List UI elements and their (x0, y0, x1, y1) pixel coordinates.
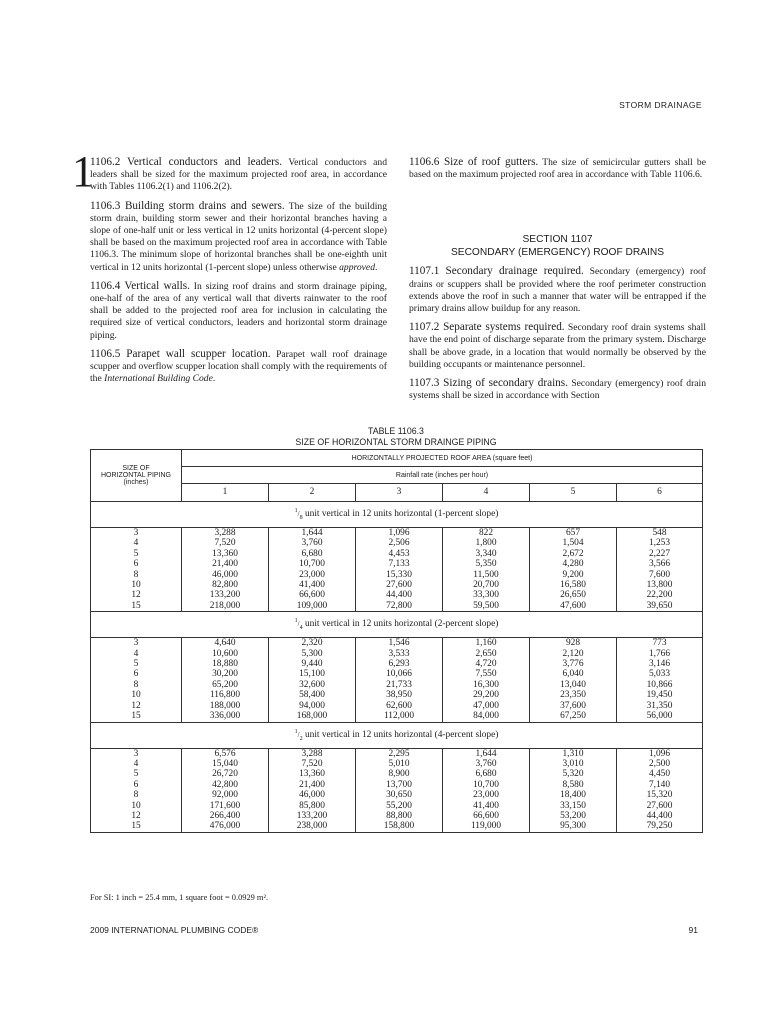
roof-area-cell: 7,600 (617, 570, 703, 580)
roof-area-cell: 10,866 (617, 680, 703, 690)
roof-area-cell: 1,644 (443, 748, 530, 759)
roof-area-cell: 133,200 (269, 811, 356, 821)
slope-group-header (91, 502, 703, 528)
slope-numerator: 1 (294, 618, 298, 625)
pipe-size-cell: 6 (91, 780, 182, 790)
slope-denominator: 8 (299, 515, 303, 521)
roof-area-cell: 56,000 (617, 711, 703, 722)
roof-area-cell: 1,310 (530, 748, 617, 759)
table-row (91, 701, 703, 711)
roof-area-cell: 55,200 (356, 801, 443, 811)
pipe-size-cell: 8 (91, 680, 182, 690)
roof-area-cell: 21,733 (356, 680, 443, 690)
section-1106-3: 1106.3 Building storm drains and sewers. The size of the building storm drain, building storm sewer and their horizontal branches having a slope of one-half unit or less vertical in 12 units horizontal (4-percent slope) shall be based on the maximum projected roof area in accordance with Table 1106.3. The minimum slope of horizontal branches shall be one-eighth unit vertical in 12 units horizontal (1-percent slope) unless otherwise approved. (90, 199, 387, 273)
roof-area-cell: 66,600 (443, 811, 530, 821)
table-row (91, 811, 703, 821)
slope-text: unit vertical in 12 units horizontal (4-percent slope) (302, 729, 499, 740)
roof-area-cell: 13,360 (182, 549, 269, 559)
roof-area-cell: 6,576 (182, 748, 269, 759)
pipe-size-cell: 10 (91, 801, 182, 811)
roof-area-cell: 5,010 (356, 759, 443, 769)
roof-area-cell: 2,120 (530, 649, 617, 659)
roof-area-cell: 16,580 (530, 580, 617, 590)
roof-area-cell: 119,000 (443, 821, 530, 832)
slope-label (91, 612, 703, 638)
section-1106-4: 1106.4 Vertical walls. In sizing roof drains and storm drainage piping, one-half of the area of any vertical wall that diverts rainwater to the roof shall be added to the projected roof area for inclusion in calculating the required size of vertical conductors, leaders and horizontal storm drainage piping. (90, 279, 387, 341)
table-row (91, 769, 703, 779)
roof-area-cell: 9,440 (269, 659, 356, 669)
roof-area-cell: 1,160 (443, 638, 530, 649)
roof-area-cell: 133,200 (182, 590, 269, 600)
section-title: SECONDARY (EMERGENCY) ROOF DRAINS (450, 247, 665, 259)
slope-numerator: 1 (294, 728, 298, 735)
slope-fraction (295, 730, 303, 740)
revision-margin-mark: 1 (72, 147, 94, 196)
roof-area-cell: 6,680 (269, 549, 356, 559)
roof-area-cell: 9,200 (530, 570, 617, 580)
roof-area-cell: 10,700 (269, 559, 356, 569)
pipe-size-cell: 3 (91, 528, 182, 539)
roof-area-cell: 3,288 (182, 528, 269, 539)
roof-area-cell: 4,280 (530, 559, 617, 569)
slope-fraction-bar: / (297, 620, 300, 629)
table-row (91, 759, 703, 769)
pipe-size-cell: 15 (91, 601, 182, 612)
roof-area-cell: 23,000 (269, 570, 356, 580)
roof-area-cell: 2,500 (617, 759, 703, 769)
pipe-size-cell: 6 (91, 559, 182, 569)
roof-area-cell: 238,000 (269, 821, 356, 832)
roof-area-cell: 38,950 (356, 690, 443, 700)
pipe-size-cell: 15 (91, 711, 182, 722)
roof-area-cell: 27,600 (356, 580, 443, 590)
rainfall-rate-header-cell: 4 (443, 484, 530, 502)
table-row (91, 590, 703, 600)
table-row (91, 638, 703, 649)
table-row (91, 801, 703, 811)
table-row (91, 680, 703, 690)
roof-area-cell: 26,650 (530, 590, 617, 600)
roof-area-cell: 21,400 (269, 780, 356, 790)
roof-area-cell: 32,600 (269, 680, 356, 690)
right-text-column (409, 156, 706, 408)
roof-area-cell: 85,800 (269, 801, 356, 811)
pipe-size-cell: 4 (91, 649, 182, 659)
table-number: TABLE 1106.3 (368, 426, 424, 436)
roof-area-cell: 10,066 (356, 669, 443, 679)
roof-area-cell: 266,400 (182, 811, 269, 821)
roof-area-cell: 10,700 (443, 780, 530, 790)
roof-area-cell: 30,650 (356, 790, 443, 800)
roof-area-cell: 11,500 (443, 570, 530, 580)
slope-denominator: 2 (299, 735, 303, 742)
roof-area-cell: 44,400 (356, 590, 443, 600)
table-title: SIZE OF HORIZONTAL STORM DRAINGE PIPING (295, 437, 497, 447)
pipe-size-cell: 4 (91, 538, 182, 548)
roof-area-cell: 1,800 (443, 538, 530, 548)
roof-area-cell: 116,800 (182, 690, 269, 700)
roof-area-cell: 92,000 (182, 790, 269, 800)
pipe-size-cell: 4 (91, 759, 182, 769)
roof-area-cell: 4,450 (617, 769, 703, 779)
roof-area-cell: 822 (443, 528, 530, 539)
slope-group-header (91, 612, 703, 638)
rainfall-rate-header-cell: 1 (182, 484, 269, 502)
roof-area-cell: 21,400 (182, 559, 269, 569)
pipe-size-cell: 5 (91, 659, 182, 669)
table-row (91, 659, 703, 669)
slope-label (91, 502, 703, 528)
roof-area-cell: 336,000 (182, 711, 269, 722)
section-1107-3: 1107.3 Sizing of secondary drains. Secondary (emergency) roof drain systems shall be sized in accordance with Section (409, 377, 706, 402)
pipe-size-cell: 15 (91, 821, 182, 832)
table-row (91, 559, 703, 569)
roof-area-cell: 42,800 (182, 780, 269, 790)
roof-area-cell: 6,293 (356, 659, 443, 669)
roof-area-header: HORIZONTALLY PROJECTED ROOF AREA (square feet) (182, 450, 703, 467)
pipe-size-cell: 12 (91, 590, 182, 600)
roof-area-cell: 72,800 (356, 601, 443, 612)
table-row (91, 549, 703, 559)
roof-area-cell: 6,680 (443, 769, 530, 779)
storm-drain-sizing-table (90, 449, 703, 833)
pipe-size-cell: 3 (91, 748, 182, 759)
pipe-size-cell: 12 (91, 811, 182, 821)
pipe-size-cell: 3 (91, 638, 182, 649)
roof-area-cell: 1,644 (269, 528, 356, 539)
page-number: 91 (688, 925, 698, 935)
section-1107-1: 1107.1 Secondary drainage required. Secondary (emergency) roof drains or scuppers shall be provided where the roof perimeter construction extends above the roof in such a manner that water will be entrapped if the primary drains allow buildup for any reason. (409, 265, 707, 315)
roof-area-cell: 1,253 (617, 538, 703, 548)
section-number: SECTION 1107 (522, 234, 593, 246)
section-1106-6: 1106.6 Size of roof gutters. The size of semicircular gutters shall be based on the maximum projected roof area in accordance with Table 1106.6. (409, 156, 706, 181)
table-row (91, 538, 703, 548)
roof-area-cell: 7,520 (269, 759, 356, 769)
rainfall-rate-header-cell: 5 (530, 484, 617, 502)
roof-area-cell: 168,000 (269, 711, 356, 722)
roof-area-cell: 1,504 (530, 538, 617, 548)
roof-area-cell: 33,300 (443, 590, 530, 600)
roof-area-cell: 41,400 (269, 580, 356, 590)
roof-area-cell: 27,600 (617, 801, 703, 811)
roof-area-cell: 2,227 (617, 549, 703, 559)
rainfall-rate-header-cell: 2 (269, 484, 356, 502)
table-row (91, 780, 703, 790)
roof-area-cell: 16,300 (443, 680, 530, 690)
roof-area-cell: 7,520 (182, 538, 269, 548)
roof-area-cell: 8,900 (356, 769, 443, 779)
roof-area-cell: 109,000 (269, 601, 356, 612)
pipe-size-cell: 8 (91, 570, 182, 580)
roof-area-cell: 41,400 (443, 801, 530, 811)
roof-area-cell: 66,600 (269, 590, 356, 600)
roof-area-cell: 657 (530, 528, 617, 539)
roof-area-cell: 3,566 (617, 559, 703, 569)
roof-area-cell: 58,400 (269, 690, 356, 700)
roof-area-cell: 2,295 (356, 748, 443, 759)
roof-area-cell: 3,776 (530, 659, 617, 669)
roof-area-cell: 19,450 (617, 690, 703, 700)
roof-area-cell: 2,650 (443, 649, 530, 659)
roof-area-cell: 1,766 (617, 649, 703, 659)
roof-area-cell: 2,320 (269, 638, 356, 649)
table-row (91, 790, 703, 800)
section-1106-2: 1106.2 Vertical conductors and leaders. Vertical conductors and leaders shall be sized for the maximum projected roof area, in accordance with Tables 1106.2(1) and 1106.2(2). (90, 156, 387, 193)
roof-area-cell: 3,533 (356, 649, 443, 659)
table-caption (90, 426, 702, 448)
roof-area-cell: 4,640 (182, 638, 269, 649)
roof-area-cell: 18,880 (182, 659, 269, 669)
roof-area-cell: 218,000 (182, 601, 269, 612)
roof-area-cell: 3,146 (617, 659, 703, 669)
roof-area-cell: 3,760 (443, 759, 530, 769)
roof-area-cell: 22,200 (617, 590, 703, 600)
slope-group-header (91, 722, 703, 748)
roof-area-cell: 44,400 (617, 811, 703, 821)
roof-area-cell: 95,300 (530, 821, 617, 832)
roof-area-cell: 6,040 (530, 669, 617, 679)
table-row (91, 649, 703, 659)
roof-area-cell: 84,000 (443, 711, 530, 722)
roof-area-cell: 1,546 (356, 638, 443, 649)
roof-area-cell: 94,000 (269, 701, 356, 711)
roof-area-cell: 4,720 (443, 659, 530, 669)
slope-denominator: 4 (299, 625, 303, 632)
roof-area-cell: 62,600 (356, 701, 443, 711)
roof-area-cell: 5,300 (269, 649, 356, 659)
roof-area-cell: 39,650 (617, 601, 703, 612)
roof-area-cell: 47,000 (443, 701, 530, 711)
roof-area-cell: 13,040 (530, 680, 617, 690)
slope-fraction (295, 509, 303, 519)
roof-area-cell: 3,288 (269, 748, 356, 759)
slope-fraction-bar: / (297, 510, 300, 519)
roof-area-cell: 33,150 (530, 801, 617, 811)
roof-area-cell: 5,320 (530, 769, 617, 779)
roof-area-cell: 7,550 (443, 669, 530, 679)
section-1107-heading (409, 233, 706, 259)
roof-area-cell: 928 (530, 638, 617, 649)
roof-area-cell: 8,580 (530, 780, 617, 790)
left-text-column (90, 156, 387, 391)
table-row (91, 528, 703, 539)
roof-area-cell: 23,000 (443, 790, 530, 800)
table-row (91, 580, 703, 590)
roof-area-cell: 10,600 (182, 649, 269, 659)
roof-area-cell: 26,720 (182, 769, 269, 779)
running-head: STORM DRAINAGE (619, 100, 702, 110)
roof-area-cell: 46,000 (269, 790, 356, 800)
roof-area-cell: 46,000 (182, 570, 269, 580)
roof-area-cell: 53,200 (530, 811, 617, 821)
roof-area-cell: 30,200 (182, 669, 269, 679)
roof-area-cell: 3,760 (269, 538, 356, 548)
roof-area-cell: 15,100 (269, 669, 356, 679)
roof-area-cell: 3,340 (443, 549, 530, 559)
roof-area-cell: 15,330 (356, 570, 443, 580)
table-row (91, 711, 703, 722)
roof-area-cell: 29,200 (443, 690, 530, 700)
roof-area-cell: 18,400 (530, 790, 617, 800)
roof-area-cell: 2,506 (356, 538, 443, 548)
roof-area-cell: 2,672 (530, 549, 617, 559)
roof-area-cell: 23,350 (530, 690, 617, 700)
pipe-size-cell: 5 (91, 769, 182, 779)
roof-area-cell: 13,800 (617, 580, 703, 590)
roof-area-cell: 7,140 (617, 780, 703, 790)
roof-area-cell: 47,600 (530, 601, 617, 612)
pipe-size-cell: 10 (91, 580, 182, 590)
table-row (91, 669, 703, 679)
si-conversion-note: For SI: 1 inch = 25.4 mm, 1 square foot = 0.0929 m². (90, 893, 269, 902)
roof-area-cell: 15,040 (182, 759, 269, 769)
section-1107-2: 1107.2 Separate systems required. Secondary roof drain systems shall have the end point of discharge separate from the primary system. Discharge shall be above grade, in a location that would normally be observed by the building occupants or maintenance personnel. (409, 321, 706, 370)
roof-area-cell: 3,010 (530, 759, 617, 769)
roof-area-cell: 158,800 (356, 821, 443, 832)
roof-area-cell: 37,600 (530, 701, 617, 711)
rainfall-rate-header-cell: 3 (356, 484, 443, 502)
roof-area-cell: 4,453 (356, 549, 443, 559)
roof-area-cell: 79,250 (617, 821, 703, 832)
pipe-size-cell: 8 (91, 790, 182, 800)
roof-area-cell: 5,350 (443, 559, 530, 569)
roof-area-cell: 13,360 (269, 769, 356, 779)
roof-area-cell: 13,700 (356, 780, 443, 790)
roof-area-cell: 31,350 (617, 701, 703, 711)
roof-area-cell: 15,320 (617, 790, 703, 800)
slope-fraction (294, 618, 303, 632)
slope-label (91, 722, 703, 748)
slope-text: unit vertical in 12 units horizontal (1-percent slope) (302, 509, 499, 520)
roof-area-cell: 1,096 (617, 748, 703, 759)
roof-area-cell: 112,000 (356, 711, 443, 722)
section-1106-5: 1106.5 Parapet wall scupper location. Parapet wall roof drainage scupper and overflow scupper location shall comply with the requirements of the International Building Code. (90, 347, 387, 385)
roof-area-cell: 7,133 (356, 559, 443, 569)
pipe-size-cell: 12 (91, 701, 182, 711)
footer-code-title: 2009 INTERNATIONAL PLUMBING CODE® (90, 925, 259, 935)
table-row (91, 601, 703, 612)
size-column-header: SIZE OF HORIZONTAL PIPING (inches) (91, 450, 182, 502)
roof-area-cell: 188,000 (182, 701, 269, 711)
roof-area-cell: 88,800 (356, 811, 443, 821)
roof-area-cell: 548 (617, 528, 703, 539)
pipe-size-cell: 6 (91, 669, 182, 679)
pipe-size-cell: 10 (91, 690, 182, 700)
slope-text: unit vertical in 12 units horizontal (2-percent slope) (302, 619, 499, 630)
table-row (91, 748, 703, 759)
rainfall-rate-header: Rainfall rate (inches per hour) (182, 467, 703, 484)
roof-area-cell: 82,800 (182, 580, 269, 590)
roof-area-cell: 67,250 (530, 711, 617, 722)
roof-area-cell: 773 (617, 638, 703, 649)
roof-area-cell: 1,096 (356, 528, 443, 539)
roof-area-cell: 171,600 (182, 801, 269, 811)
roof-area-cell: 20,700 (443, 580, 530, 590)
roof-area-cell: 5,033 (617, 669, 703, 679)
roof-area-cell: 59,500 (443, 601, 530, 612)
table-row (91, 821, 703, 832)
table-row (91, 690, 703, 700)
rainfall-rate-header-cell: 6 (617, 484, 703, 502)
roof-area-cell: 476,000 (182, 821, 269, 832)
table-row (91, 570, 703, 580)
roof-area-cell: 65,200 (182, 680, 269, 690)
pipe-size-cell: 5 (91, 549, 182, 559)
slope-fraction-bar: / (297, 730, 300, 739)
slope-numerator: 1 (294, 508, 298, 514)
